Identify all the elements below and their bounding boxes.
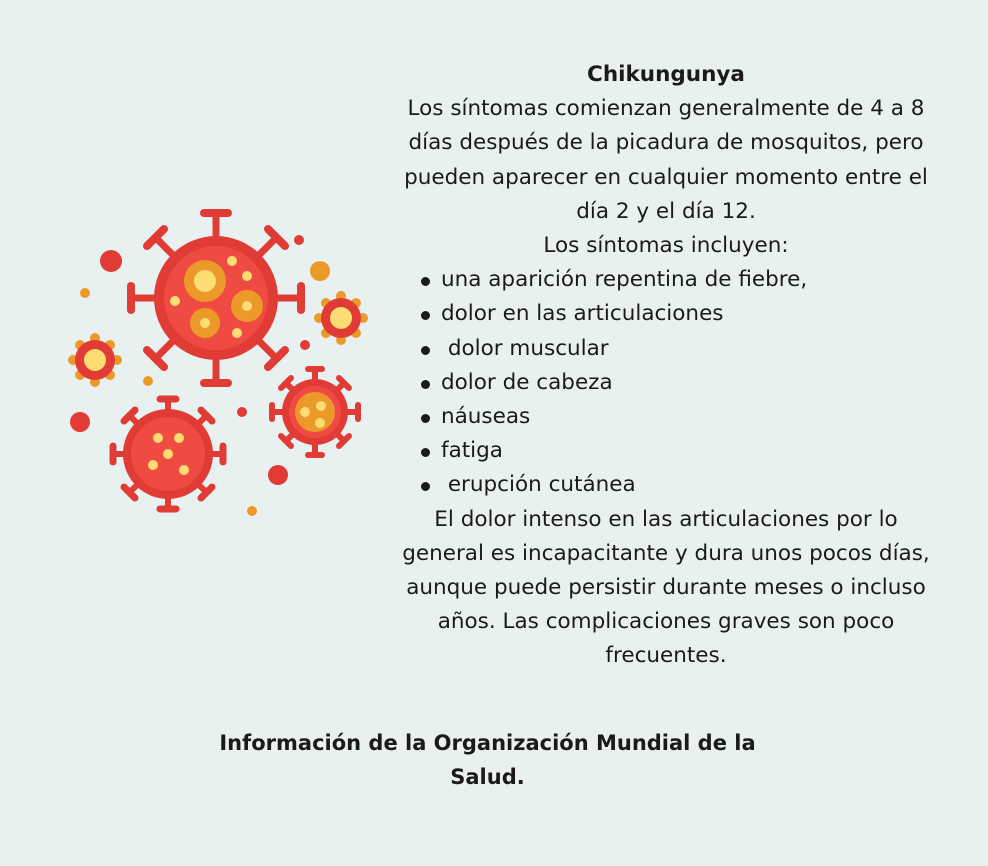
- tiny-virus-icon: [68, 333, 122, 387]
- symptoms-intro: Los síntomas incluyen:: [543, 233, 789, 259]
- list-item: erupción cutánea: [418, 468, 934, 502]
- virus-illustration: [60, 200, 380, 530]
- list-item: dolor muscular: [418, 332, 934, 366]
- list-item: fatiga: [418, 434, 934, 468]
- page-title: Chikungunya: [587, 62, 745, 87]
- tiny-virus-icon: [314, 291, 368, 345]
- medium-virus-icon: [113, 399, 223, 509]
- source-footer: Información de la Organización Mundial de la Salud.: [219, 731, 756, 789]
- intro-paragraph: Los síntomas comienzan generalmente de 4 a 8 días después de la picadura de mosquitos, pero pueden aparecer en cualquier momento entre el día 2 y el día 12.: [404, 96, 928, 224]
- list-item: una aparición repentina de fiebre,: [418, 263, 934, 297]
- info-text-block: [398, 58, 934, 674]
- list-item: dolor en las articulaciones: [418, 297, 934, 331]
- large-virus-icon: [131, 213, 301, 383]
- list-item: dolor de cabeza: [418, 366, 934, 400]
- closing-paragraph: El dolor intenso en las articulaciones por lo general es incapacitante y dura unos pocos días, aunque puede persistir durante meses o incluso años. Las complicaciones graves son poco frecuentes.: [402, 506, 930, 669]
- small-virus-icon: [272, 369, 358, 455]
- virus-cluster-icon: [60, 200, 380, 530]
- symptoms-list: [398, 263, 934, 502]
- list-item: náuseas: [418, 400, 934, 434]
